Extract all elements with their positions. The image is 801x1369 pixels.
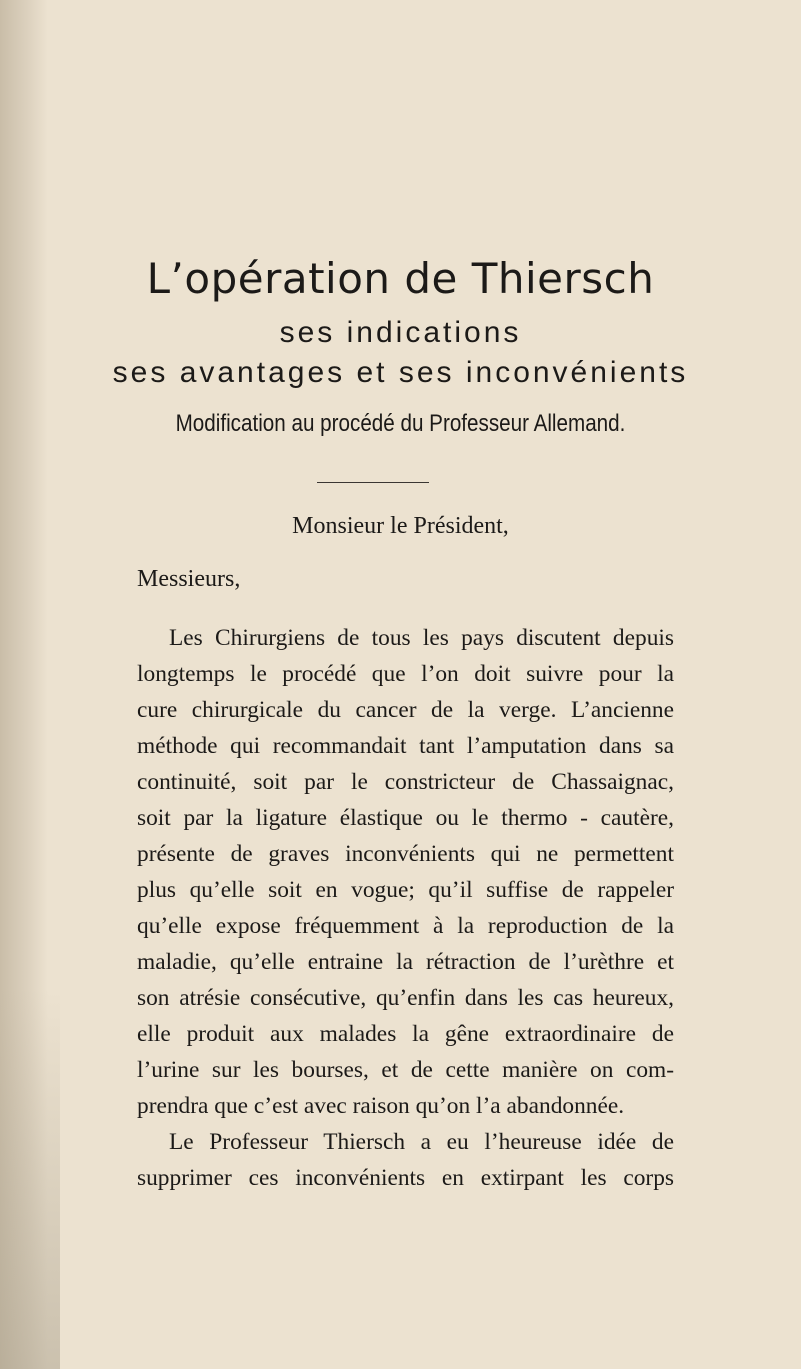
salutation-president: Monsieur le Président, (292, 513, 509, 539)
salutation-messieurs: Messieurs, (137, 566, 241, 592)
modification-note: Modification au procédé du Professeur Allemand. (175, 410, 626, 437)
subtitle-advantages: ses avantages et ses inconvénients (112, 356, 689, 389)
text-line: plus qu’elle soit en vogue; qu’il suffise de rappeler (137, 877, 674, 903)
text-line: qu’elle expose fréquemment à la reproduction de la (137, 913, 674, 939)
text-line: soit par la ligature élastique ou le thermo - cautère, (137, 805, 674, 831)
text-line: continuité, soit par le constricteur de Chassaignac, (137, 769, 674, 795)
text-line: longtemps le procédé que l’on doit suivre pour la (137, 661, 674, 687)
text-line: prendra que c’est avec raison qu’on l’a abandonnée. (137, 1093, 625, 1119)
text-line: présente de graves inconvénients qui ne permettent (137, 841, 674, 867)
body-paragraph (137, 620, 674, 1196)
text-line: maladie, qu’elle entraine la rétraction de l’urèthre et (137, 949, 674, 975)
text-line: son atrésie consécutive, qu’enfin dans les cas heureux, (137, 985, 674, 1011)
text-line: Le Professeur Thiersch a eu l’heureuse idée de (169, 1129, 674, 1155)
section-divider (317, 482, 429, 483)
text-line: supprimer ces inconvénients en extirpant les corps (137, 1165, 674, 1191)
text-line: méthode qui recommandait tant l’amputation dans sa (137, 733, 674, 759)
text-line: l’urine sur les bourses, et de cette manière on com- (137, 1057, 674, 1083)
text-line: cure chirurgicale du cancer de la verge. L’ancienne (137, 697, 674, 723)
subtitle-indications: ses indications (279, 316, 522, 349)
document-title: L’opération de Thiersch (146, 254, 655, 303)
text-line: elle produit aux malades la gêne extraordinaire de (137, 1021, 674, 1047)
page-corner-shadow (0, 989, 60, 1369)
text-line: Les Chirurgiens de tous les pays discutent depuis (169, 625, 674, 651)
